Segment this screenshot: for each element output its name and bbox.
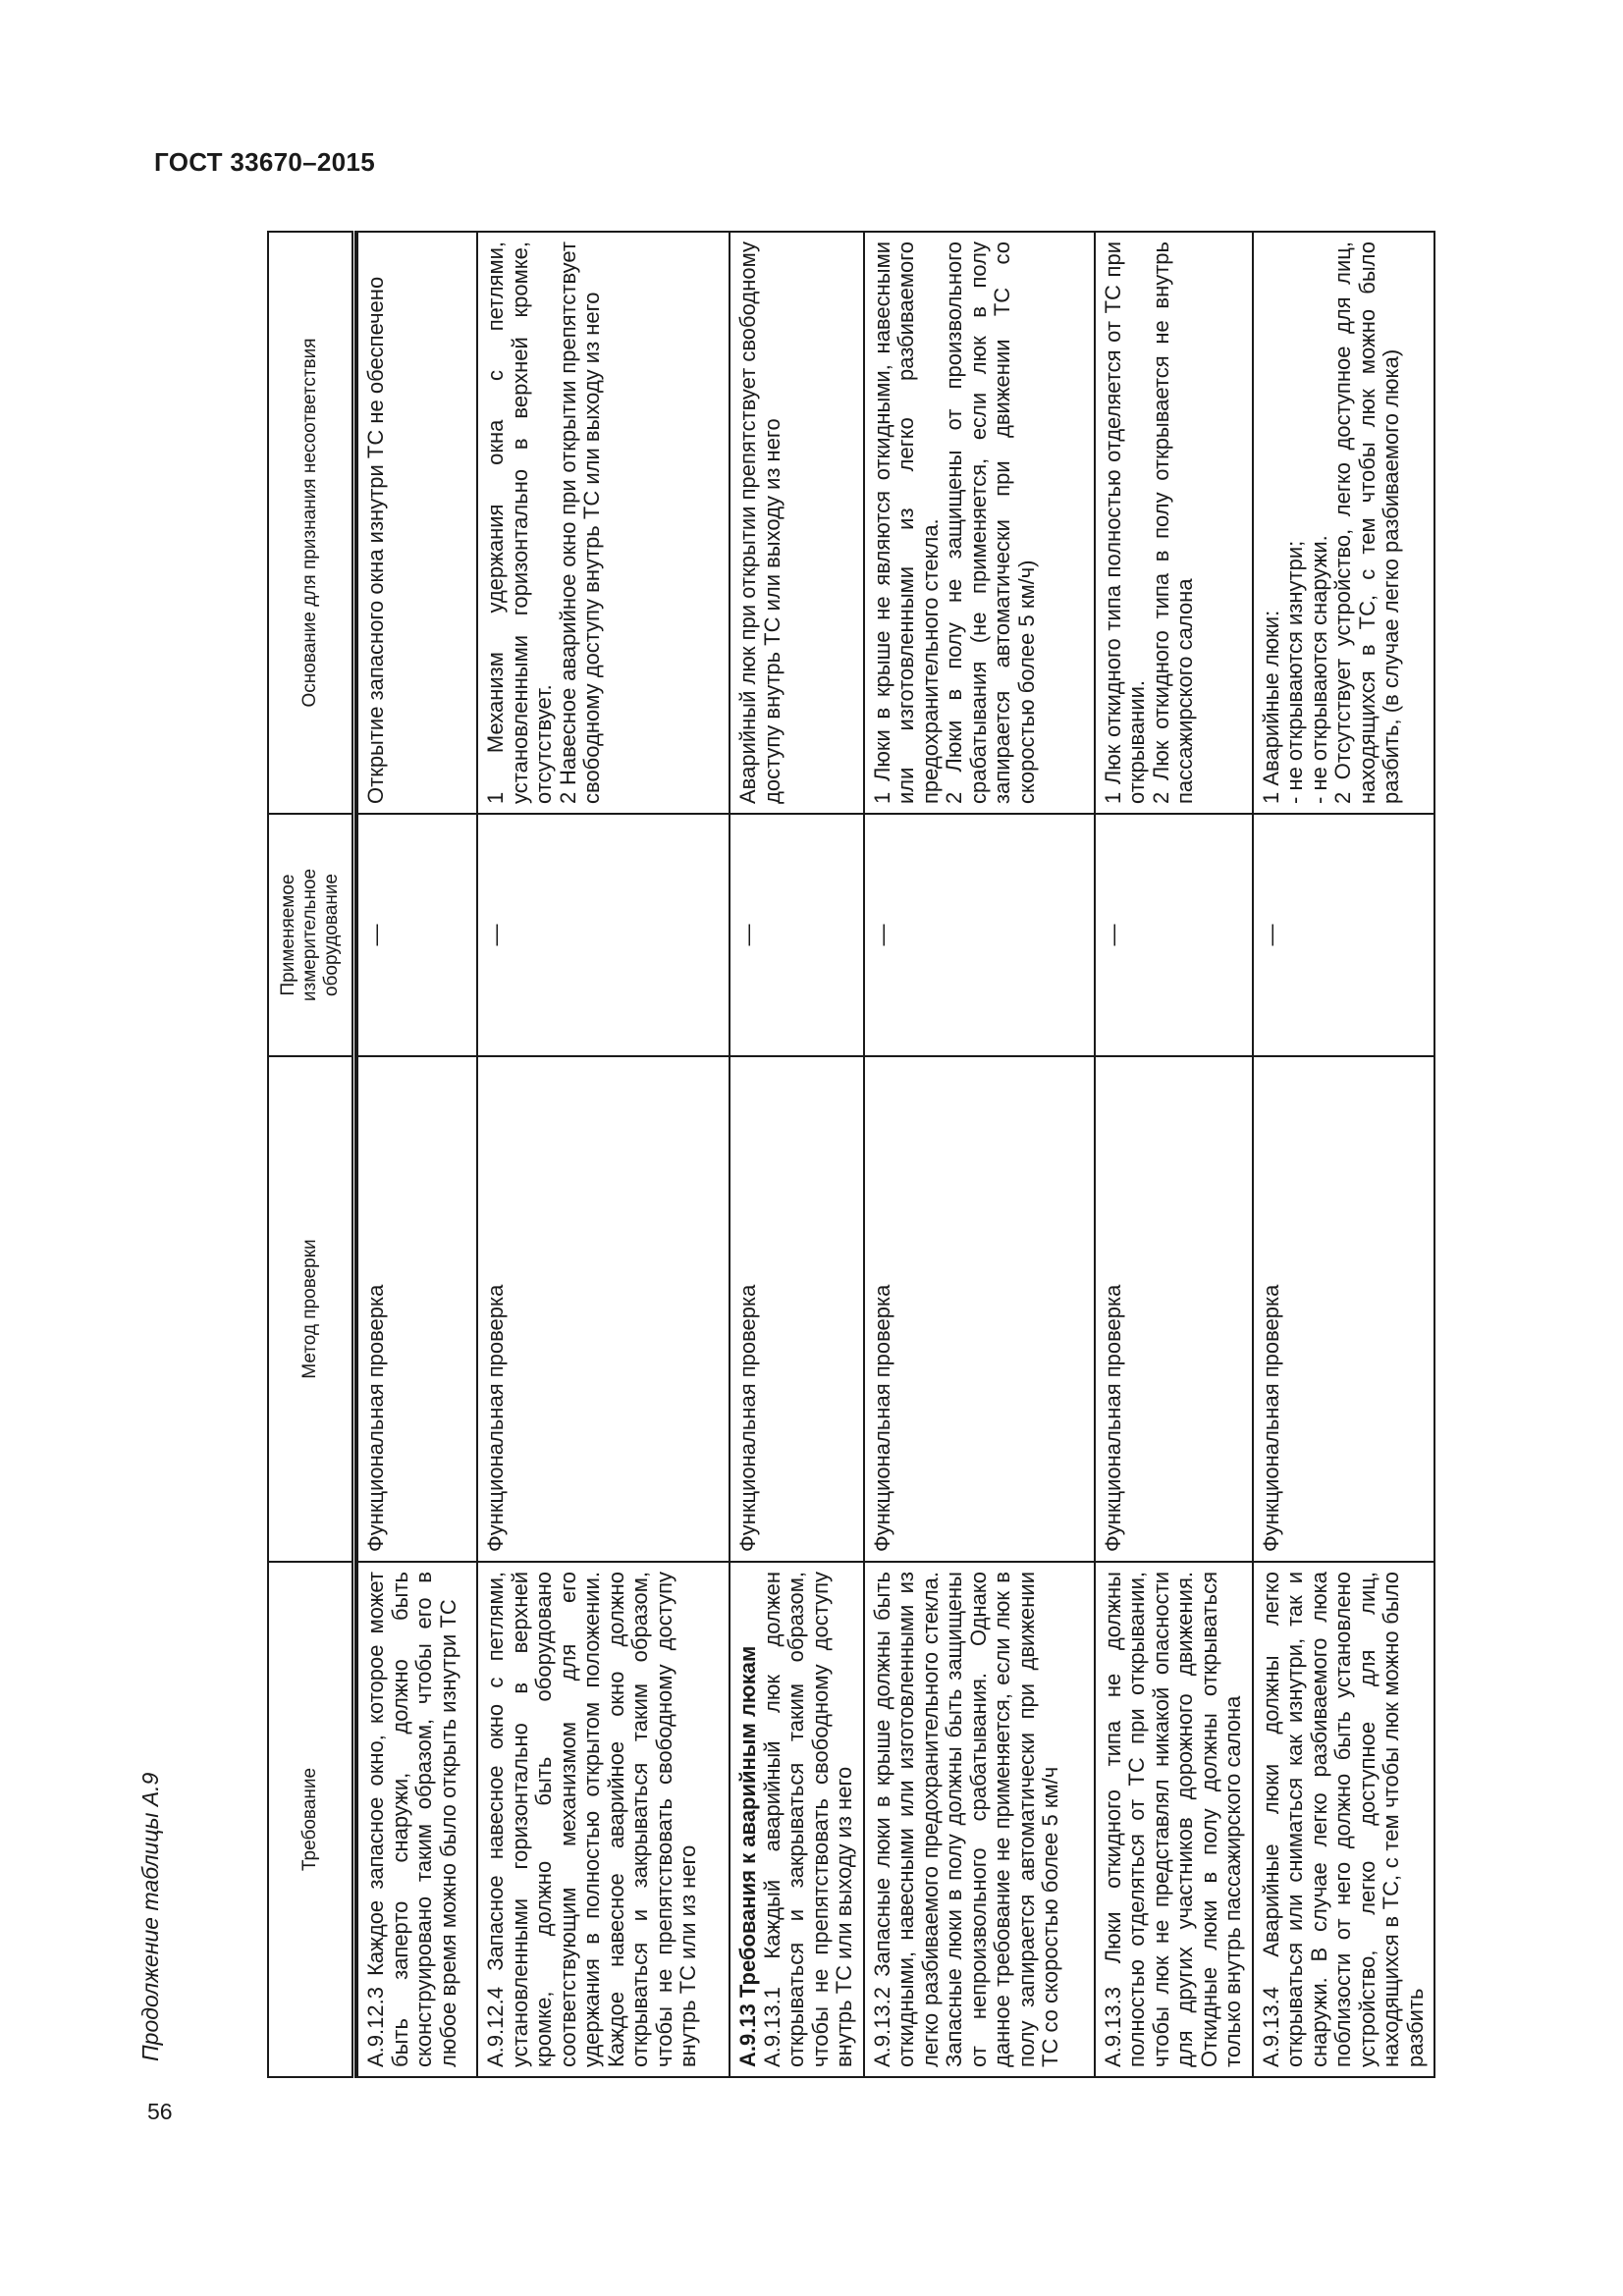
cell-method: Функциональная проверка — [1095, 1056, 1253, 1562]
cell-requirement — [1253, 1562, 1435, 2077]
requirement-text: А.9.13.2 Запасные люки в крыше должны быть откидными, навесными или изготовленными из легко разбиваемого предохранительного стекла. Запасные люки в полу должны быть защищены от непроизвольного срабатывания. Однако данное требование не применяется, если люк в полу запирается автоматически при движении ТС со скоростью более 5 км/ч — [869, 1572, 1062, 2067]
cell-method: Функциональная проверка — [1253, 1056, 1435, 1562]
table-row — [357, 232, 477, 2077]
cell-requirement — [477, 1562, 730, 2077]
table-body — [354, 232, 1435, 2077]
cell-requirement — [357, 1562, 477, 2077]
table-header-row — [268, 232, 354, 2077]
cell-method: Функциональная проверка — [357, 1056, 477, 1562]
cell-basis — [864, 232, 1095, 814]
basis-line: - не открываются снаружи. — [1306, 535, 1331, 804]
section-title: А.9.13 Требования к аварийным люкам — [735, 1645, 760, 2067]
cell-equipment: — — [1253, 814, 1435, 1056]
cell-equipment: — — [864, 814, 1095, 1056]
rotated-table-container — [267, 233, 1445, 2078]
header-method: Метод проверки — [268, 1056, 354, 1562]
requirement-text: А.9.13.4 Аварийные люки должны легко открываться или сниматься как изнутри, так и снаружи. В случае легко разбиваемого люка поблизости от него должно быть установлено устройство, легко доступное для лиц, находящихся в ТС, с тем чтобы люк можно было разбить — [1258, 1572, 1428, 2067]
header-requirement: Требование — [268, 1562, 354, 2077]
basis-line: Открытие запасного окна изнутри ТС не обеспечено — [363, 276, 388, 804]
cell-basis — [730, 232, 864, 814]
basis-line: 1 Механизм удержания окна с петлями, установленными горизонтально в верхней кромке, отсутствует. — [483, 241, 556, 804]
requirements-table — [267, 231, 1435, 2078]
document-title: ГОСТ 33670–2015 — [154, 147, 375, 177]
requirement-text: А.9.13.3 Люки откидного типа не должны полностью отделяться от ТС при открывании, чтобы люк не представлял никакой опасности для других участников дорожного движения. Откидные люки в полу должны открываться только внутрь пассажирского салона — [1100, 1572, 1245, 2067]
cell-method: Функциональная проверка — [730, 1056, 864, 1562]
page-number: 56 — [147, 2099, 173, 2124]
requirement-text: А.9.12.4 Запасное навесное окно с петлями, установленными горизонтально в верхней кромке, должно быть оборудовано соответствующим механизмом для его удержания в полностью открытом положении. Каждое навесное аварийное окно должно открываться и закрываться таким образом, чтобы не препятствовать свободному доступу внутрь ТС или из него — [483, 1572, 700, 2067]
basis-line: Аварийный люк при открытии препятствует свободному доступу внутрь ТС или выходу из него — [735, 241, 784, 804]
table-row — [864, 232, 1095, 2077]
basis-line: 2 Люки в полу не защищены от произвольного срабатывания (не применяется, если люк в полу запирается автоматически при движении ТС со скоростью более 5 км/ч) — [942, 241, 1039, 804]
basis-line: 1 Люк откидного типа полностью отделяется от ТС при открывании. — [1100, 241, 1149, 804]
table-row — [1253, 232, 1435, 2077]
cell-method: Функциональная проверка — [477, 1056, 730, 1562]
cell-equipment: — — [1095, 814, 1253, 1056]
cell-method: Функциональная проверка — [864, 1056, 1095, 1562]
basis-line: - не открываются изнутри; — [1282, 540, 1307, 804]
header-equipment: Применяемое измерительное оборудование — [268, 814, 354, 1056]
basis-line: 2 Отсутствует устройство, легко доступное для лиц, находящихся в ТС, с тем чтобы люк можно было разбить, (в случае легко разбиваемого люка) — [1330, 241, 1403, 804]
basis-line: 1 Люки в крыше не являются откидными, навесными или изготовленными из легко разбиваемого предохранительного стекла. — [869, 241, 943, 804]
requirement-text: А.9.13.1 Каждый аварийный люк должен открываться и закрываться таким образом, чтобы не препятствовать свободному доступу внутрь ТС или выходу из него — [759, 1572, 856, 2067]
table-row — [1095, 232, 1253, 2077]
cell-requirement — [730, 1562, 864, 2077]
cell-equipment: — — [730, 814, 864, 1056]
header-basis: Основание для признания несоответствия — [268, 232, 354, 814]
cell-basis — [357, 232, 477, 814]
basis-line: 1 Аварийные люки: — [1258, 610, 1283, 804]
requirement-text: А.9.12.3 Каждое запасное окно, которое может быть заперто снаружи, должно быть сконструировано таким образом, чтобы его в любое время можно было открыть изнутри ТС — [363, 1572, 460, 2067]
cell-basis — [1095, 232, 1253, 814]
table-row — [730, 232, 864, 2077]
cell-requirement — [1095, 1562, 1253, 2077]
cell-basis — [1253, 232, 1435, 814]
cell-equipment: — — [477, 814, 730, 1056]
table-row — [477, 232, 730, 2077]
cell-equipment: — — [357, 814, 477, 1056]
table-caption: Продолжение таблицы А.9 — [137, 1772, 163, 2061]
cell-basis — [477, 232, 730, 814]
basis-line: 2 Навесное аварийное окно при открытии препятствует свободному доступу внутрь ТС или выходу из него — [555, 241, 604, 804]
basis-line: 2 Люк откидного типа в полу открывается не внутрь пассажирского салона — [1148, 241, 1197, 804]
cell-requirement — [864, 1562, 1095, 2077]
